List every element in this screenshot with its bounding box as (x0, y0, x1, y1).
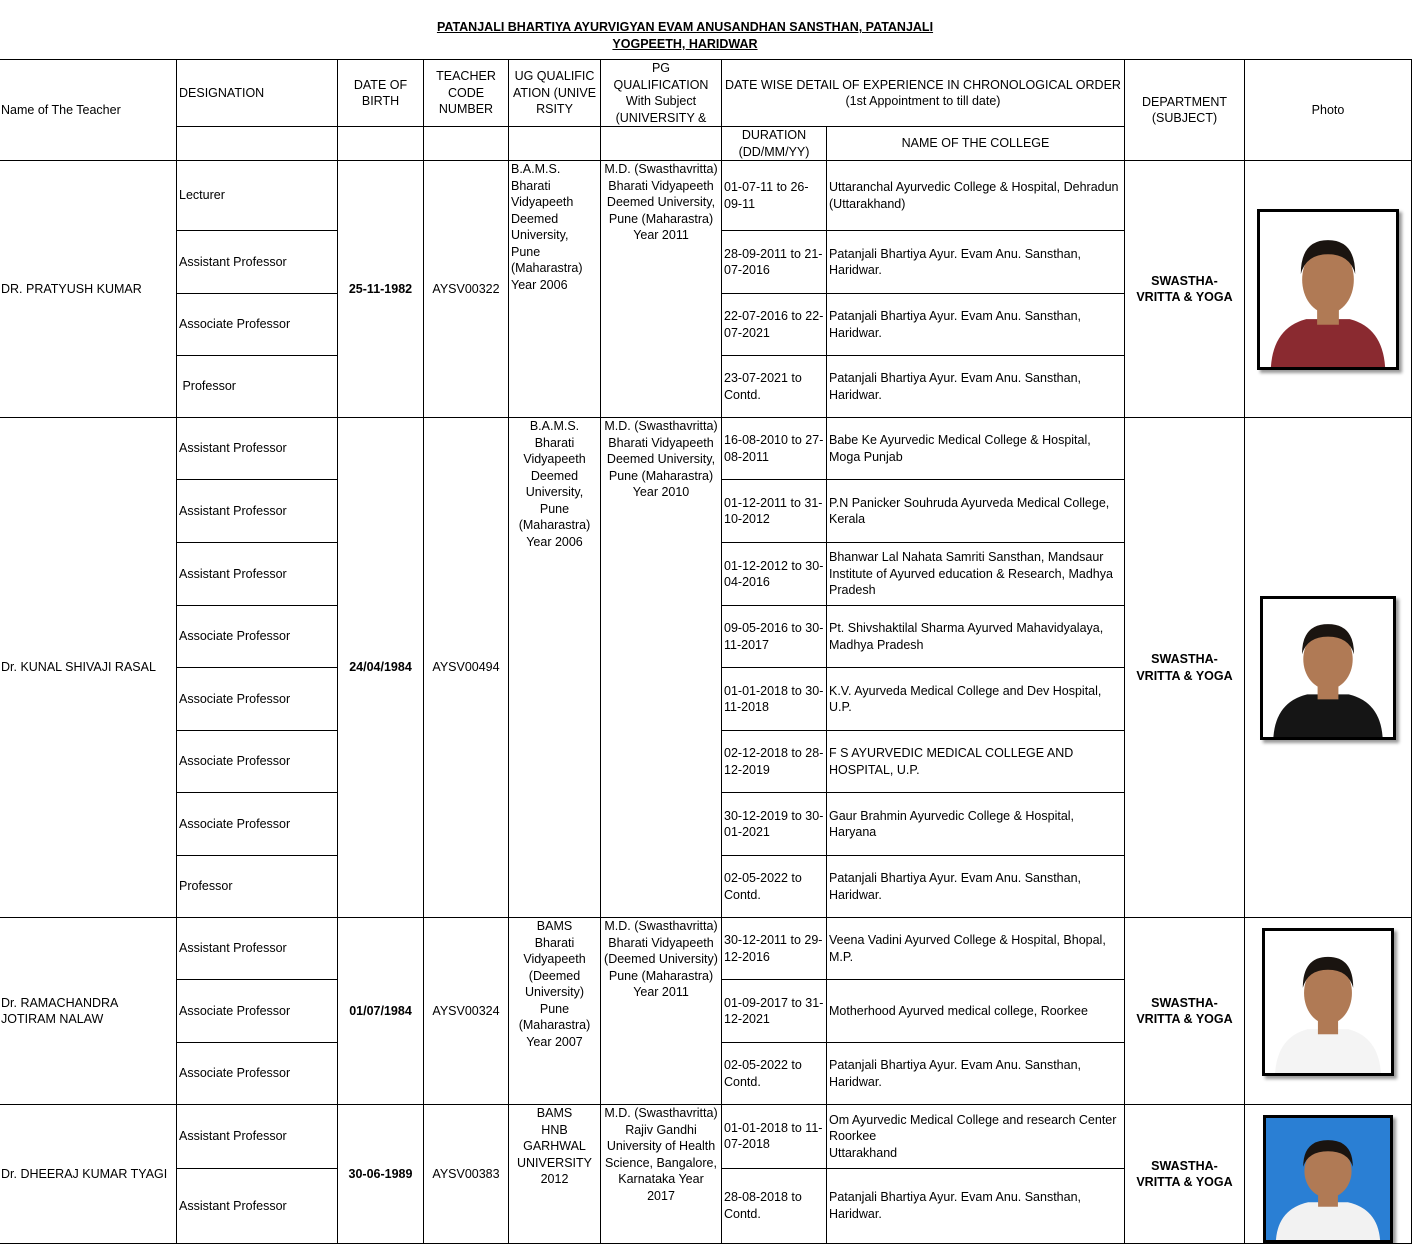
ug-qualification: B.A.M.S. Bharati Vidyapeeth Deemed University, Pune (Maharastra) Year 2006 (509, 418, 601, 918)
designation-cell: Associate Professor (177, 294, 338, 356)
designation-cell: Assistant Professor (177, 543, 338, 606)
college-cell: Patanjali Bhartiya Ayur. Evam Anu. Sansthan, Haridwar. (827, 1043, 1125, 1105)
college-cell: K.V. Ayurveda Medical College and Dev Hospital, U.P. (827, 668, 1125, 731)
pg-qualification: M.D. (Swasthavritta) Bharati Vidyapeeth (Deemed University) Pune (Maharastra) Year 2011 (601, 918, 722, 1105)
college-cell: P.N Panicker Souhruda Ayurveda Medical College, Kerala (827, 480, 1125, 543)
duration-cell: 01-12-2012 to 30-04-2016 (722, 543, 827, 606)
duration-cell: 01-01-2018 to 30-11-2018 (722, 668, 827, 731)
designation-cell: Associate Professor (177, 668, 338, 731)
teacher-photo (1260, 596, 1396, 740)
designation-cell: Associate Professor (177, 980, 338, 1043)
college-cell: Om Ayurvedic Medical College and research Center Roorkee Uttarakhand (827, 1105, 1125, 1169)
duration-cell: 02-05-2022 to Contd. (722, 1043, 827, 1105)
header-code: TEACHER CODE NUMBER (424, 60, 509, 127)
header-blank (424, 127, 509, 161)
teacher-code: AYSV00324 (424, 918, 509, 1105)
college-cell: Uttaranchal Ayurvedic College & Hospital, Dehradun (Uttarakhand) (827, 161, 1125, 231)
designation-cell: Associate Professor (177, 731, 338, 793)
teacher-code: AYSV00494 (424, 418, 509, 918)
designation-cell: Associate Professor (177, 793, 338, 856)
college-cell: Babe Ke Ayurvedic Medical College & Hospital, Moga Punjab (827, 418, 1125, 480)
date-of-birth: 24/04/1984 (338, 418, 424, 918)
college-cell: Patanjali Bhartiya Ayur. Evam Anu. Sansthan, Haridwar. (827, 231, 1125, 294)
designation-cell: Lecturer (177, 161, 338, 231)
teacher-photo (1263, 1115, 1393, 1243)
designation-cell: Assistant Professor (177, 1168, 338, 1243)
date-of-birth: 25-11-1982 (338, 161, 424, 418)
date-of-birth: 30-06-1989 (338, 1105, 424, 1244)
duration-cell: 01-12-2011 to 31-10-2012 (722, 480, 827, 543)
header-experience: DATE WISE DETAIL OF EXPERIENCE IN CHRONOLOGICAL ORDER (1st Appointment to till date) (722, 60, 1125, 127)
department-cell: SWASTHA-VRITTA & YOGA (1125, 1105, 1245, 1244)
duration-cell: 01-09-2017 to 31-12-2021 (722, 980, 827, 1043)
duration-cell: 22-07-2016 to 22-07-2021 (722, 294, 827, 356)
teacher-code: AYSV00322 (424, 161, 509, 418)
table-row (0, 418, 1412, 480)
photo-cell (1245, 161, 1412, 418)
designation-cell: Associate Professor (177, 1043, 338, 1105)
header-duration: DURATION (DD/MM/YY) (722, 127, 827, 161)
header-blank (509, 127, 601, 161)
teacher-name: Dr. RAMACHANDRA JOTIRAM NALAW (0, 918, 177, 1105)
teacher-name: DR. PRATYUSH KUMAR (0, 161, 177, 418)
document-title-line-2: YOGPEETH, HARIDWAR (612, 37, 758, 51)
duration-cell: 16-08-2010 to 27-08-2011 (722, 418, 827, 480)
header-pg: PG QUALIFICATION With Subject (UNIVERSITY & (601, 60, 722, 127)
college-cell: Patanjali Bhartiya Ayur. Evam Anu. Sansthan, Haridwar. (827, 356, 1125, 418)
duration-cell: 23-07-2021 to Contd. (722, 356, 827, 418)
ug-qualification: BAMS Bharati Vidyapeeth (Deemed University) Pune (Maharastra) Year 2007 (509, 918, 601, 1105)
teacher-code: AYSV00383 (424, 1105, 509, 1244)
photo-cell (1245, 1105, 1412, 1244)
duration-cell: 02-12-2018 to 28-12-2019 (722, 731, 827, 793)
pg-qualification: M.D. (Swasthavritta) Bharati Vidyapeeth Deemed University, Pune (Maharastra) Year 2011 (601, 161, 722, 418)
department-cell: SWASTHA-VRITTA & YOGA (1125, 418, 1245, 918)
teacher-name: Dr. DHEERAJ KUMAR TYAGI (0, 1105, 177, 1244)
header-blank (601, 127, 722, 161)
teacher-name: Dr. KUNAL SHIVAJI RASAL (0, 418, 177, 918)
college-cell: Patanjali Bhartiya Ayur. Evam Anu. Sansthan, Haridwar. (827, 294, 1125, 356)
photo-cell (1245, 418, 1412, 918)
college-cell: Patanjali Bhartiya Ayur. Evam Anu. Sansthan, Haridwar. (827, 1168, 1125, 1243)
document-title-line-1: PATANJALI BHARTIYA AYURVIGYAN EVAM ANUSANDHAN SANSTHAN, PATANJALI (436, 20, 934, 34)
ug-qualification: B.A.M.S. Bharati Vidyapeeth Deemed University, Pune (Maharastra) Year 2006 (509, 161, 601, 418)
designation-cell: Assistant Professor (177, 480, 338, 543)
teacher-photo (1262, 928, 1394, 1076)
date-of-birth: 01/07/1984 (338, 918, 424, 1105)
duration-cell: 28-08-2018 to Contd. (722, 1168, 827, 1243)
designation-cell: Assistant Professor (177, 918, 338, 980)
college-cell: Veena Vadini Ayurved College & Hospital, Bhopal, M.P. (827, 918, 1125, 980)
designation-cell: Assistant Professor (177, 231, 338, 294)
table-row (0, 161, 1412, 231)
department-cell: SWASTHA-VRITTA & YOGA (1125, 918, 1245, 1105)
college-cell: Gaur Brahmin Ayurvedic College & Hospital, Haryana (827, 793, 1125, 856)
duration-cell: 30-12-2019 to 30-01-2021 (722, 793, 827, 856)
designation-cell: Associate Professor (177, 606, 338, 668)
designation-cell: Professor (177, 856, 338, 918)
header-college: NAME OF THE COLLEGE (827, 127, 1125, 161)
header-ug: UG QUALIFICATION (UNIVERSITY (509, 60, 601, 127)
ug-qualification: BAMS HNB GARHWAL UNIVERSITY 2012 (509, 1105, 601, 1244)
designation-cell: Professor (177, 356, 338, 418)
college-cell: Patanjali Bhartiya Ayur. Evam Anu. Sansthan, Haridwar. (827, 856, 1125, 918)
teacher-photo (1257, 209, 1399, 370)
designation-cell: Assistant Professor (177, 418, 338, 480)
college-cell: Motherhood Ayurved medical college, Roorkee (827, 980, 1125, 1043)
header-name: Name of The Teacher (0, 60, 177, 161)
header-blank (338, 127, 424, 161)
college-cell: Pt. Shivshaktilal Sharma Ayurved Mahavidyalaya, Madhya Pradesh (827, 606, 1125, 668)
duration-cell: 02-05-2022 to Contd. (722, 856, 827, 918)
header-blank (177, 127, 338, 161)
pg-qualification: M.D. (Swasthavritta) Bharati Vidyapeeth Deemed University, Pune (Maharastra) Year 2010 (601, 418, 722, 918)
duration-cell: 09-05-2016 to 30-11-2017 (722, 606, 827, 668)
header-department: DEPARTMENT (SUBJECT) (1125, 60, 1245, 161)
duration-cell: 01-01-2018 to 11-07-2018 (722, 1105, 827, 1169)
college-cell: Bhanwar Lal Nahata Samriti Sansthan, Mandsaur Institute of Ayurved education & Research, Madhya Pradesh (827, 543, 1125, 606)
designation-cell: Assistant Professor (177, 1105, 338, 1169)
header-designation: DESIGNATION (177, 60, 338, 127)
department-cell: SWASTHA-VRITTA & YOGA (1125, 161, 1245, 418)
duration-cell: 30-12-2011 to 29-12-2016 (722, 918, 827, 980)
duration-cell: 28-09-2011 to 21-07-2016 (722, 231, 827, 294)
table-row (0, 1105, 1412, 1169)
photo-cell (1245, 918, 1412, 1105)
teachers-body (0, 161, 1412, 1244)
duration-cell: 01-07-11 to 26-09-11 (722, 161, 827, 231)
header-dob: DATE OF BIRTH (338, 60, 424, 127)
teachers-table (0, 59, 1412, 1244)
header-photo: Photo (1245, 60, 1412, 161)
pg-qualification: M.D. (Swasthavritta) Rajiv Gandhi University of Health Science, Bangalore, Karnataka Year 2017 (601, 1105, 722, 1244)
college-cell: F S AYURVEDIC MEDICAL COLLEGE AND HOSPITAL, U.P. (827, 731, 1125, 793)
table-row (0, 918, 1412, 980)
